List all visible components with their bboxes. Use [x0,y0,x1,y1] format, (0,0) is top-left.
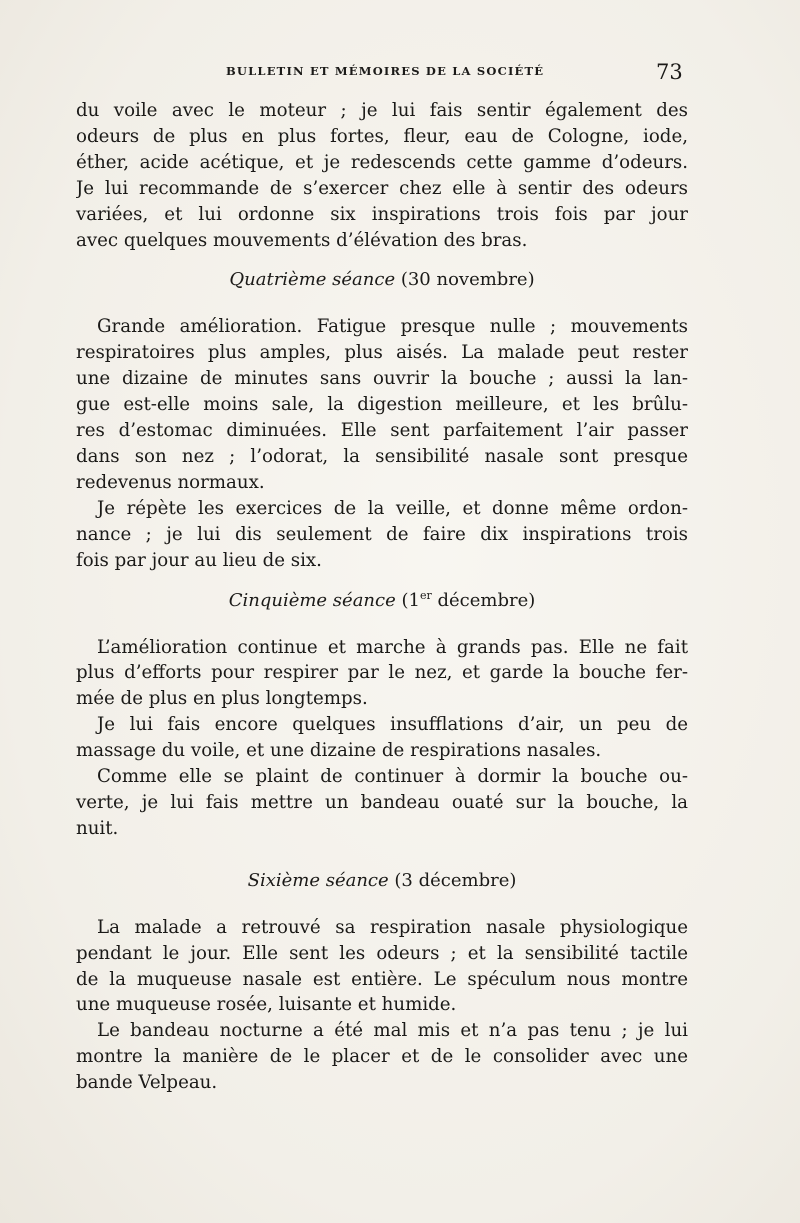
text-line: nance ; je lui dis seulement de faire dix inspirations trois [76,523,688,545]
text-line: nuit. [76,817,119,839]
heading-title: Sixième séance [247,869,389,891]
text-line: Grande amélioration. Fatigue presque nulle ; mouvements [97,316,688,338]
text-line: Je répète les exercices de la veille, et donne même ordon- [97,497,688,519]
paragraph [76,1018,688,1096]
paragraph [76,764,688,842]
text-line: une muqueuse rosée, luisante et humide. [76,994,457,1016]
heading-date: (30 novembre) [400,269,535,291]
heading-date-sup: er [419,588,432,602]
heading-date-pre: (1 [401,589,420,611]
text-line: Comme elle se plaint de continuer à dormir la bouche ou- [97,766,688,788]
paragraph [76,314,688,495]
text-line: respiratoires plus amples, plus aisés. La malade peut rester [76,342,688,364]
text-line: mée de plus en plus longtemps. [76,688,368,710]
heading-date-post: décembre) [431,589,536,611]
text-line: bande Velpeau. [76,1072,218,1094]
running-title: BULLETIN ET MÉMOIRES DE LA SOCIÉTÉ [226,64,545,78]
running-header [0,62,800,86]
text-line: dans son nez ; l’odorat, la sensibilité nasale sont presque [76,445,688,467]
section-heading-6 [76,868,688,894]
text-line: variées, et lui ordonne six inspirations trois fois par jour [76,203,688,225]
text-line: éther, acide acétique, et je redescends cette gamme d’odeurs. [76,151,688,173]
text-line: res d’estomac diminuées. Elle sent parfaitement l’air passer [76,420,688,442]
heading-title: Cinquième séance [228,589,396,611]
text-line: de la muqueuse nasale est entière. Le spéculum nous montre [76,968,688,990]
text-line: plus d’efforts pour respirer par le nez, et garde la bouche fer- [76,662,688,684]
text-line: du voile avec le moteur ; je lui fais sentir également des [76,100,688,121]
body-text [76,98,688,1096]
section-heading-4 [76,267,688,293]
text-line: L’amélioration continue et marche à grands pas. Elle ne fait [97,636,688,658]
paragraph [76,496,688,574]
heading-title: Quatrième séance [229,269,396,291]
text-line: avec quelques mouvements d’élévation des bras. [76,229,528,251]
page-number: 73 [656,60,683,84]
text-line: La malade a retrouvé sa respiration nasale physiologique [97,916,688,938]
intro-paragraph [76,98,688,253]
paragraph [76,712,688,764]
paragraph [76,635,688,713]
text-line: verte, je lui fais mettre un bandeau ouaté sur la bouche, la [76,791,688,813]
heading-date: (3 décembre) [394,869,517,891]
text-line: redevenus normaux. [76,471,265,493]
text-line: pendant le jour. Elle sent les odeurs ; et la sensibilité tactile [76,942,688,964]
heading-date [402,590,536,611]
text-line: Le bandeau nocturne a été mal mis et n’a pas tenu ; je lui [97,1020,688,1042]
text-line: massage du voile, et une dizaine de respirations nasales. [76,740,602,762]
text-line: fois par jour au lieu de six. [76,549,322,571]
text-line: Je lui recommande de s’exercer chez elle à sentir des odeurs [76,177,688,199]
text-line: une dizaine de minutes sans ouvrir la bouche ; aussi la lan- [76,368,688,390]
text-line: odeurs de plus en plus fortes, fleur, eau de Cologne, iode, [76,125,688,147]
paragraph [76,915,688,1019]
text-line: montre la manière de le placer et de le consolider avec une [76,1046,688,1068]
text-line: Je lui fais encore quelques insufflations d’air, un peu de [97,714,688,736]
section-heading-5 [76,588,688,614]
text-line: gue est-elle moins sale, la digestion meilleure, et les brûlu- [76,394,688,416]
